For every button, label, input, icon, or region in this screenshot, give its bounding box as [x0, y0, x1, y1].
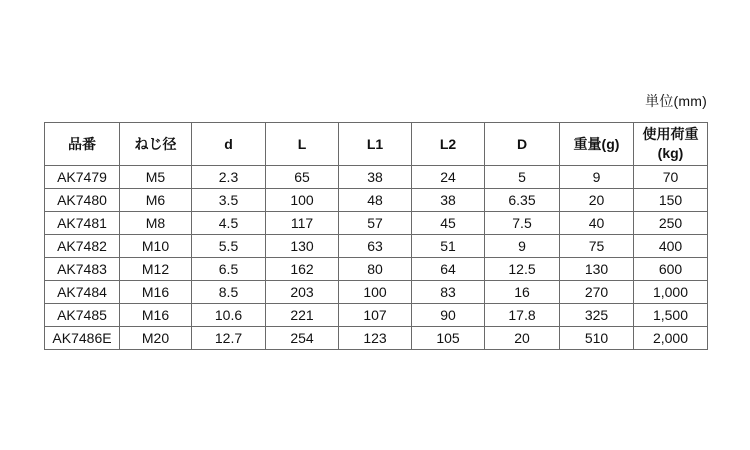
cell-working-load: 1,500: [634, 304, 708, 327]
cell-l: 203: [266, 281, 339, 304]
cell-dd: 5: [485, 166, 560, 189]
table-row: [45, 212, 708, 235]
unit-label: 単位(mm): [645, 93, 707, 109]
cell-dd: 7.5: [485, 212, 560, 235]
cell-thread-size: M16: [120, 281, 192, 304]
cell-weight: 20: [560, 189, 634, 212]
cell-thread-size: M8: [120, 212, 192, 235]
cell-l1: 38: [339, 166, 412, 189]
cell-l: 130: [266, 235, 339, 258]
cell-thread-size: M5: [120, 166, 192, 189]
header-l1: L1: [339, 123, 412, 166]
cell-part-number: AK7481: [45, 212, 120, 235]
cell-l: 65: [266, 166, 339, 189]
cell-d: 3.5: [192, 189, 266, 212]
cell-d: 2.3: [192, 166, 266, 189]
header-dd: D: [485, 123, 560, 166]
header-working-load: 使用荷重 (kg): [634, 123, 708, 166]
table-row: [45, 258, 708, 281]
cell-l2: 38: [412, 189, 485, 212]
cell-working-load: 600: [634, 258, 708, 281]
cell-part-number: AK7480: [45, 189, 120, 212]
spec-table: [44, 122, 708, 350]
cell-l1: 48: [339, 189, 412, 212]
header-l: L: [266, 123, 339, 166]
cell-weight: 75: [560, 235, 634, 258]
cell-part-number: AK7485: [45, 304, 120, 327]
cell-l2: 105: [412, 327, 485, 350]
cell-working-load: 70: [634, 166, 708, 189]
header-d: d: [192, 123, 266, 166]
cell-l2: 64: [412, 258, 485, 281]
cell-l1: 107: [339, 304, 412, 327]
cell-l: 100: [266, 189, 339, 212]
cell-d: 8.5: [192, 281, 266, 304]
cell-d: 12.7: [192, 327, 266, 350]
cell-thread-size: M10: [120, 235, 192, 258]
cell-dd: 17.8: [485, 304, 560, 327]
cell-dd: 6.35: [485, 189, 560, 212]
cell-weight: 40: [560, 212, 634, 235]
cell-dd: 16: [485, 281, 560, 304]
header-part-number: 品番: [45, 123, 120, 166]
cell-l1: 100: [339, 281, 412, 304]
cell-thread-size: M16: [120, 304, 192, 327]
cell-l1: 123: [339, 327, 412, 350]
cell-weight: 9: [560, 166, 634, 189]
cell-working-load: 1,000: [634, 281, 708, 304]
cell-thread-size: M20: [120, 327, 192, 350]
cell-working-load: 250: [634, 212, 708, 235]
table-row: [45, 166, 708, 189]
cell-weight: 510: [560, 327, 634, 350]
cell-l2: 51: [412, 235, 485, 258]
cell-part-number: AK7483: [45, 258, 120, 281]
table-row: [45, 304, 708, 327]
table-row: [45, 235, 708, 258]
cell-l2: 90: [412, 304, 485, 327]
cell-l: 254: [266, 327, 339, 350]
cell-weight: 270: [560, 281, 634, 304]
cell-d: 4.5: [192, 212, 266, 235]
cell-d: 6.5: [192, 258, 266, 281]
header-thread-size: ねじ径: [120, 123, 192, 166]
cell-part-number: AK7482: [45, 235, 120, 258]
cell-l1: 57: [339, 212, 412, 235]
cell-dd: 20: [485, 327, 560, 350]
cell-l1: 63: [339, 235, 412, 258]
table-body: [45, 166, 708, 350]
cell-l2: 45: [412, 212, 485, 235]
cell-l2: 24: [412, 166, 485, 189]
cell-dd: 9: [485, 235, 560, 258]
table-row: [45, 189, 708, 212]
cell-d: 5.5: [192, 235, 266, 258]
cell-weight: 325: [560, 304, 634, 327]
cell-l2: 83: [412, 281, 485, 304]
table-row: [45, 327, 708, 350]
cell-working-load: 2,000: [634, 327, 708, 350]
cell-weight: 130: [560, 258, 634, 281]
cell-l: 162: [266, 258, 339, 281]
cell-l: 117: [266, 212, 339, 235]
cell-d: 10.6: [192, 304, 266, 327]
cell-working-load: 400: [634, 235, 708, 258]
cell-part-number: AK7486E: [45, 327, 120, 350]
cell-working-load: 150: [634, 189, 708, 212]
cell-l: 221: [266, 304, 339, 327]
cell-thread-size: M12: [120, 258, 192, 281]
table-row: [45, 281, 708, 304]
cell-dd: 12.5: [485, 258, 560, 281]
cell-l1: 80: [339, 258, 412, 281]
header-l2: L2: [412, 123, 485, 166]
cell-part-number: AK7479: [45, 166, 120, 189]
cell-part-number: AK7484: [45, 281, 120, 304]
header-weight: 重量(g): [560, 123, 634, 166]
header-row: [45, 123, 708, 166]
cell-thread-size: M6: [120, 189, 192, 212]
